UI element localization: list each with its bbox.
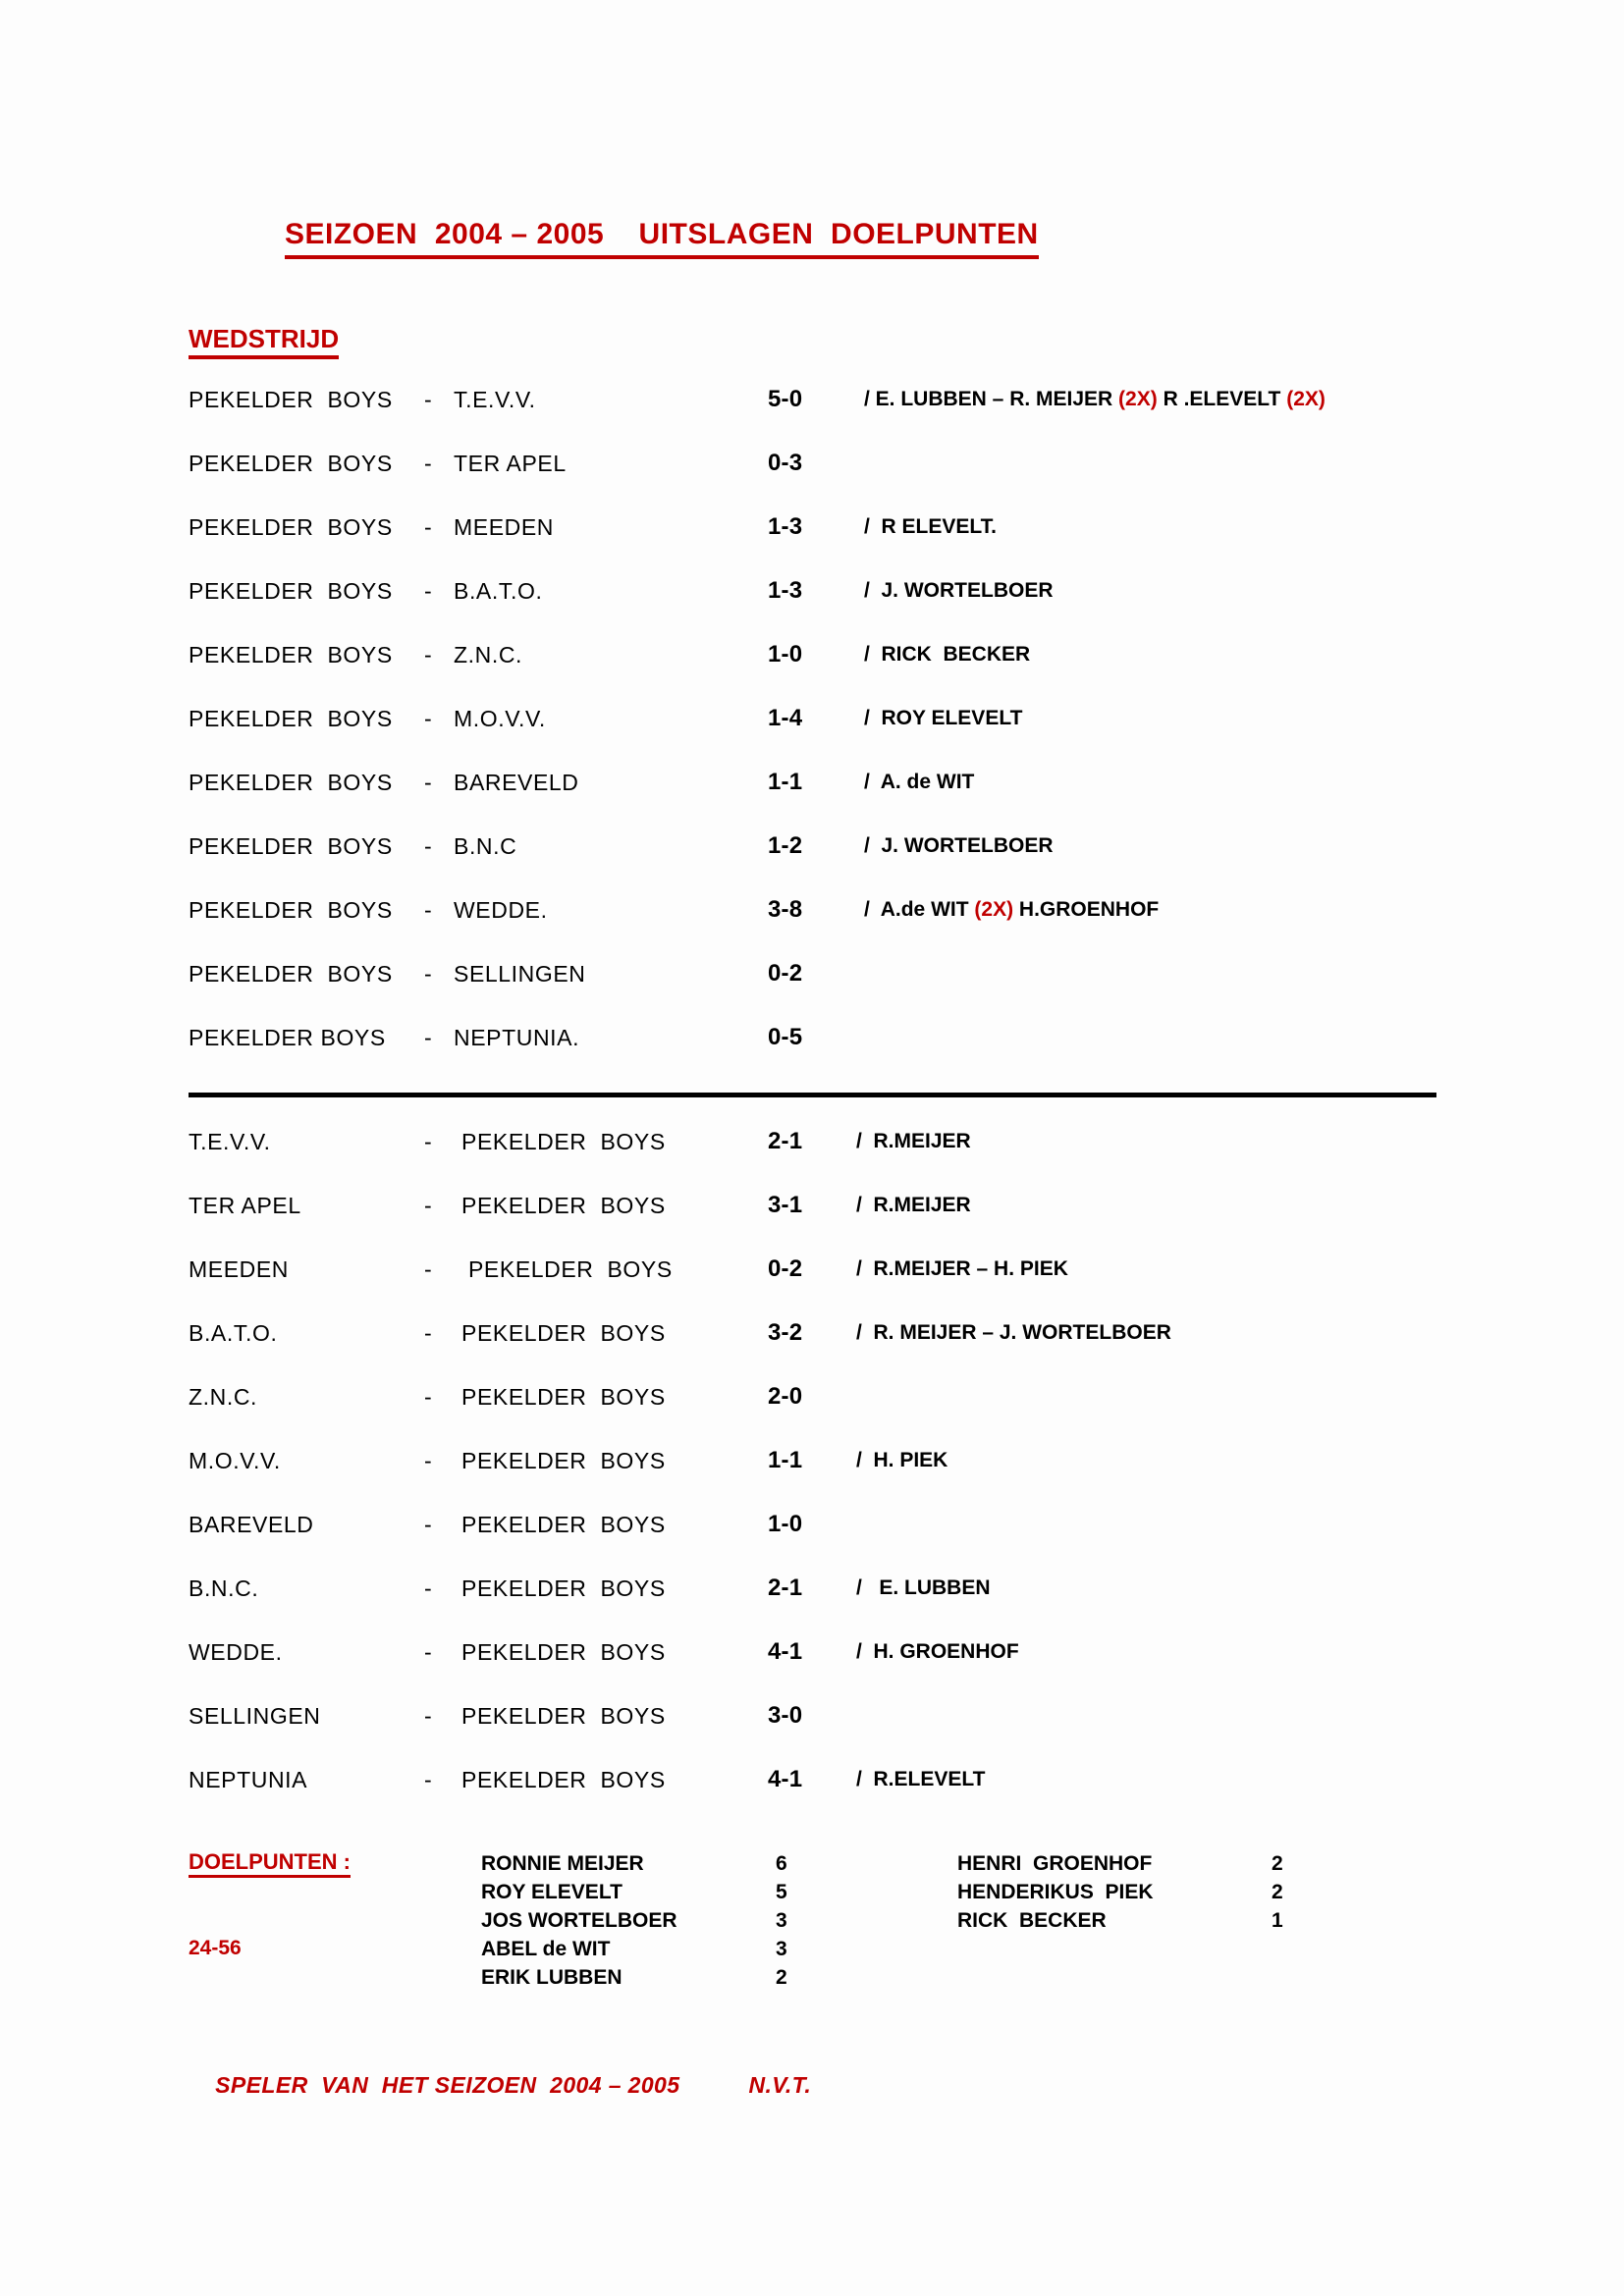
match-score: 1-4 <box>768 705 803 731</box>
match-scorers: / J. WORTELBOER <box>864 834 1054 857</box>
away-matches-block <box>0 1127 1624 1829</box>
match-score: 0-2 <box>768 1255 803 1282</box>
match-separator: - <box>424 1256 432 1282</box>
match-home-team: T.E.V.V. <box>189 1129 271 1154</box>
match-home-team: M.O.V.V. <box>189 1448 281 1473</box>
match-row <box>0 1765 1624 1829</box>
match-home-team: WEDDE. <box>189 1639 283 1665</box>
match-home-team: B.N.C. <box>189 1575 259 1601</box>
match-separator: - <box>424 1320 432 1346</box>
match-home-team: MEEDEN <box>189 1256 290 1282</box>
match-away-team: WEDDE. <box>454 897 548 923</box>
match-separator: - <box>424 1703 432 1729</box>
match-away-team: B.N.C <box>454 833 517 859</box>
match-row <box>0 1510 1624 1574</box>
match-score: 2-1 <box>768 1128 803 1154</box>
match-scorers: / RICK BECKER <box>864 643 1031 666</box>
scorer-goal-count: 3 <box>776 1909 787 1932</box>
page-title: SEIZOEN 2004 – 2005 UITSLAGEN DOELPUNTEN <box>285 220 1039 259</box>
match-scorers: / R. MEIJER – J. WORTELBOER <box>856 1321 1171 1344</box>
match-score: 3-1 <box>768 1192 803 1218</box>
scorer-goal-count: 1 <box>1272 1909 1283 1932</box>
scorer-goal-count: 2 <box>776 1966 787 1989</box>
match-away-team: BAREVELD <box>454 770 579 795</box>
match-separator: - <box>424 387 432 412</box>
match-row <box>0 1637 1624 1701</box>
match-separator: - <box>424 578 432 604</box>
match-row <box>0 640 1624 704</box>
match-scorers: / R ELEVELT. <box>864 515 997 538</box>
match-scorers: / R.MEIJER <box>856 1194 971 1216</box>
match-score: 5-0 <box>768 386 803 412</box>
match-row <box>0 895 1624 959</box>
match-row <box>0 1574 1624 1637</box>
match-separator: - <box>424 770 432 795</box>
scorer-text: / E. LUBBEN – R. MEIJER <box>864 388 1119 410</box>
scorer-name: ABEL de WIT <box>481 1938 611 1960</box>
match-home-team: PEKELDER BOYS <box>189 642 393 667</box>
match-scorers: / J. WORTELBOER <box>864 579 1054 602</box>
match-away-team: B.A.T.O. <box>454 578 543 604</box>
scorer-goal-count: 2 <box>1272 1881 1283 1903</box>
match-separator: - <box>424 706 432 731</box>
match-row <box>0 768 1624 831</box>
scorer-name: RONNIE MEIJER <box>481 1852 644 1875</box>
match-row <box>0 1023 1624 1087</box>
match-home-team: TER APEL <box>189 1193 301 1218</box>
match-home-team: PEKELDER BOYS <box>189 578 393 604</box>
match-score: 1-0 <box>768 641 803 667</box>
match-home-team: PEKELDER BOYS <box>189 770 393 795</box>
scorer-text: H.GROENHOF <box>1013 898 1160 921</box>
match-home-team: PEKELDER BOYS <box>189 514 393 540</box>
match-away-team: PEKELDER BOYS <box>461 1384 666 1410</box>
match-home-team: PEKELDER BOYS <box>189 387 393 412</box>
match-home-team: PEKELDER BOYS <box>189 451 393 476</box>
scorer-multiplier: (2X) <box>974 898 1014 921</box>
match-score: 3-0 <box>768 1702 803 1729</box>
match-scorers: / ROY ELEVELT <box>864 707 1023 729</box>
match-away-team: PEKELDER BOYS <box>461 1448 666 1473</box>
match-away-team: PEKELDER BOYS <box>461 1320 666 1346</box>
match-scorers <box>864 895 1159 925</box>
match-away-team: PEKELDER BOYS <box>461 1703 666 1729</box>
match-home-team: B.A.T.O. <box>189 1320 278 1346</box>
scorer-text: R .ELEVELT <box>1157 388 1287 410</box>
match-score: 0-2 <box>768 960 803 987</box>
match-row <box>0 1191 1624 1255</box>
match-separator: - <box>424 1384 432 1410</box>
match-row <box>0 1382 1624 1446</box>
match-row <box>0 1318 1624 1382</box>
match-away-team: PEKELDER BOYS <box>461 1129 666 1154</box>
doelpunten-label: DOELPUNTEN : <box>189 1851 351 1878</box>
match-away-team: PEKELDER BOYS <box>461 1575 666 1601</box>
scorer-name: HENDERIKUS PIEK <box>957 1881 1154 1903</box>
scorer-name: ERIK LUBBEN <box>481 1966 623 1989</box>
match-separator: - <box>424 1639 432 1665</box>
match-separator: - <box>424 1448 432 1473</box>
match-score: 1-0 <box>768 1511 803 1537</box>
match-home-team: PEKELDER BOYS <box>189 961 393 987</box>
match-away-team: PEKELDER BOYS <box>461 1512 666 1537</box>
match-score: 4-1 <box>768 1638 803 1665</box>
match-scorers: / A. de WIT <box>864 771 975 793</box>
scorer-goal-count: 5 <box>776 1881 787 1903</box>
match-separator: - <box>424 1512 432 1537</box>
match-separator: - <box>424 897 432 923</box>
match-scorers: / R.MEIJER – H. PIEK <box>856 1257 1068 1280</box>
match-score: 0-3 <box>768 450 803 476</box>
match-separator: - <box>424 1193 432 1218</box>
scorer-goal-count: 2 <box>1272 1852 1283 1875</box>
match-row <box>0 385 1624 449</box>
match-row <box>0 576 1624 640</box>
match-home-team: PEKELDER BOYS <box>189 833 393 859</box>
match-away-team: PEKELDER BOYS <box>461 1767 666 1792</box>
match-score: 2-1 <box>768 1575 803 1601</box>
match-separator: - <box>424 1025 432 1050</box>
match-home-team: Z.N.C. <box>189 1384 258 1410</box>
match-score: 1-2 <box>768 832 803 859</box>
scorer-name: JOS WORTELBOER <box>481 1909 677 1932</box>
home-matches-block <box>0 385 1624 1087</box>
match-away-team: PEKELDER BOYS <box>461 1256 673 1282</box>
match-row <box>0 959 1624 1023</box>
match-away-team: SELLINGEN <box>454 961 586 987</box>
doelpunten-total: 24-56 <box>189 1937 242 1959</box>
footer-value: N.V.T. <box>748 2072 812 2098</box>
match-home-team: BAREVELD <box>189 1512 314 1537</box>
match-row <box>0 1701 1624 1765</box>
match-home-team: SELLINGEN <box>189 1703 321 1729</box>
match-score: 0-5 <box>768 1024 803 1050</box>
match-away-team: NEPTUNIA. <box>454 1025 580 1050</box>
match-home-team: PEKELDER BOYS <box>189 897 393 923</box>
match-row <box>0 449 1624 512</box>
scorer-name: RICK BECKER <box>957 1909 1107 1932</box>
match-score: 3-2 <box>768 1319 803 1346</box>
match-separator: - <box>424 451 432 476</box>
match-score: 4-1 <box>768 1766 803 1792</box>
match-row <box>0 1255 1624 1318</box>
match-scorers: / R.ELEVELT <box>856 1768 986 1790</box>
match-score: 1-3 <box>768 577 803 604</box>
scorer-multiplier: (2X) <box>1118 388 1158 410</box>
match-score: 1-3 <box>768 513 803 540</box>
match-away-team: MEEDEN <box>454 514 555 540</box>
match-scorers: / R.MEIJER <box>856 1130 971 1152</box>
match-away-team: T.E.V.V. <box>454 387 536 412</box>
match-separator: - <box>424 642 432 667</box>
footer-speler-van-het-seizoen <box>189 2046 811 2125</box>
match-away-team: PEKELDER BOYS <box>461 1193 666 1218</box>
section-divider <box>189 1093 1436 1097</box>
match-separator: - <box>424 961 432 987</box>
match-home-team: PEKELDER BOYS <box>189 1025 386 1050</box>
match-row <box>0 512 1624 576</box>
scorer-goal-count: 3 <box>776 1938 787 1960</box>
match-away-team: Z.N.C. <box>454 642 523 667</box>
scorer-text: / A.de WIT <box>864 898 975 921</box>
match-score: 1-1 <box>768 1447 803 1473</box>
match-row <box>0 1127 1624 1191</box>
match-separator: - <box>424 833 432 859</box>
match-score: 3-8 <box>768 896 803 923</box>
match-row <box>0 831 1624 895</box>
match-scorers: / E. LUBBEN <box>856 1576 991 1599</box>
match-away-team: PEKELDER BOYS <box>461 1639 666 1665</box>
match-separator: - <box>424 1575 432 1601</box>
match-home-team: PEKELDER BOYS <box>189 706 393 731</box>
scorer-goal-count: 6 <box>776 1852 787 1875</box>
match-separator: - <box>424 1767 432 1792</box>
scorer-multiplier: (2X) <box>1286 388 1326 410</box>
footer-label: SPELER VAN HET SEIZOEN 2004 – 2005 <box>215 2072 680 2098</box>
match-score: 2-0 <box>768 1383 803 1410</box>
match-row <box>0 1446 1624 1510</box>
doelpunten-section <box>0 1849 1624 2006</box>
match-separator: - <box>424 1129 432 1154</box>
match-scorers: / H. PIEK <box>856 1449 948 1471</box>
match-score: 1-1 <box>768 769 803 795</box>
match-away-team: M.O.V.V. <box>454 706 546 731</box>
match-scorers <box>864 385 1326 414</box>
match-separator: - <box>424 514 432 540</box>
section-heading-wedstrijd: WEDSTRIJD <box>189 326 339 359</box>
match-away-team: TER APEL <box>454 451 567 476</box>
scorer-name: HENRI GROENHOF <box>957 1852 1153 1875</box>
match-home-team: NEPTUNIA <box>189 1767 308 1792</box>
match-row <box>0 704 1624 768</box>
match-scorers: / H. GROENHOF <box>856 1640 1019 1663</box>
scorer-name: ROY ELEVELT <box>481 1881 623 1903</box>
